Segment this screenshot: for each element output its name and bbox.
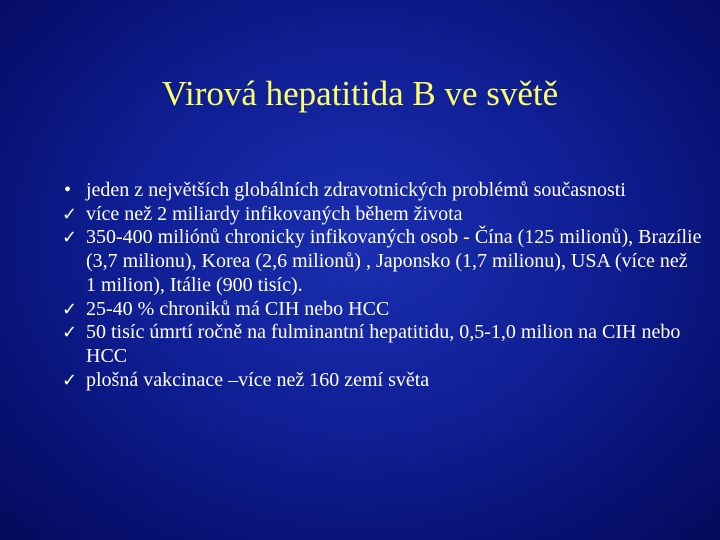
bullet-icon: • bbox=[64, 179, 72, 201]
bullet-list bbox=[62, 179, 702, 392]
list-item-text: jeden z největších globálních zdravotnických problémů současnosti bbox=[86, 179, 626, 201]
checkmark-icon: ✓ bbox=[62, 227, 78, 249]
list-item bbox=[62, 203, 702, 227]
list-item bbox=[62, 298, 702, 322]
checkmark-icon: ✓ bbox=[62, 322, 78, 344]
list-item-text: 25-40 % chroniků má CIH nebo HCC bbox=[86, 297, 390, 320]
list-item-text: více než 2 miliardy infikovaných během života bbox=[86, 202, 463, 225]
list-item bbox=[62, 226, 702, 297]
list-item-text: 50 tisíc úmrtí ročně na fulminantní hepatitidu, 0,5-1,0 milion na CIH nebo HCC bbox=[86, 321, 681, 367]
list-item bbox=[62, 369, 702, 393]
checkmark-icon: ✓ bbox=[62, 203, 78, 225]
slide-title: Virová hepatitida B ve světě bbox=[161, 74, 559, 113]
list-item-text: plošná vakcinace –více než 160 zemí světa bbox=[86, 368, 430, 391]
list-item-text: 350-400 miliónů chronicky infikovaných osob - Čína (125 milionů), Brazílie (3,7 milionu), Korea (2,6 milionů) , Japonsko (1,7 milionu), USA (více než 1 milion), Itálie (900 tisíc). bbox=[86, 226, 702, 296]
checkmark-icon: ✓ bbox=[62, 369, 78, 391]
list-item bbox=[62, 321, 702, 368]
list-item bbox=[62, 179, 702, 203]
checkmark-icon: ✓ bbox=[62, 298, 78, 320]
